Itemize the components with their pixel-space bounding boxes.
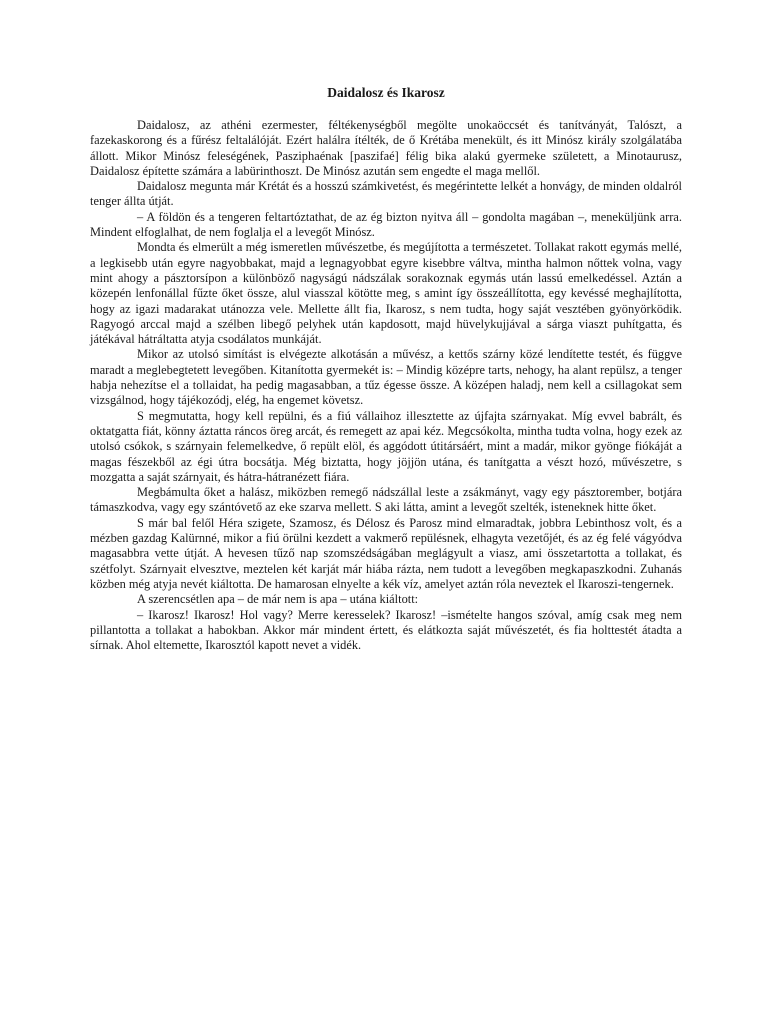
document-page [90, 84, 682, 653]
paragraph-7: Megbámulta őket a halász, miközben remegő nádszállal leste a zsákmányt, vagy egy pásztorember, botjára támaszkodva, vagy egy szántóvető az eke szarva mellett. S aki látta, amint a levegőt szelték, isteneknek hitte őket. [90, 485, 682, 515]
paragraph-9: A szerencsétlen apa – de már nem is apa – utána kiáltott: [137, 592, 419, 607]
paragraph-5: Mikor az utolsó simítást is elvégezte alkotásán a művész, a kettős szárny közé lendítette testét, és függve maradt a meglebegtetett levegőben. Kitanította gyermekét is: – Mindig középre tarts, nehogy, ha alant repülsz, a tenger habja nehezítse el a tollaidat, ha pedig magasabban, a tűz égesse össze. A középen haladj, nem kell a csillagokat sem vizsgálnod, hogy tájékozódj, elég, ha engemet követsz. [90, 347, 682, 408]
paragraph-2: Daidalosz megunta már Krétát és a hosszú számkivetést, és megérintette lelkét a honvágy, de minden oldalról tenger állta útját. [90, 179, 682, 209]
document-title: Daidalosz és Ikarosz [327, 85, 445, 100]
paragraph-8: S már bal felől Héra szigete, Szamosz, és Délosz és Parosz mind elmaradtak, jobbra Lebinthosz volt, és a mézben gazdag Kalürnné, mikor a fiú örülni kezdett a vakmerő repülésnek, elhagyta vezetőjét, és az ég felé vágyódva magasabbra vette útját. A hevesen tűző nap szomszédságában meglágyult a viasz, ami összetartotta a tollakat, és szétfolyt. Szárnyait elvesztve, meztelen két karját már hiába rázta, nem tudott a levegőben megkapaszkodni. Zuhanás közben még atyja nevét kiáltotta. De hamarosan elnyelte a kék víz, amelyet aztán róla neveztek el Ikaroszi-tengernek. [90, 515, 682, 591]
paragraph-10: – Ikarosz! Ikarosz! Hol vagy? Merre keresselek? Ikarosz! –ismételte hangos szóval, amíg csak meg nem pillantotta a tollakat a habokban. Akkor már mindent értett, és elátkozta saját művészetét, és fia holttestét átadta a sírnak. Ahol eltemette, Ikarosztól kapott nevet a vidék. [90, 607, 682, 653]
paragraph-6: S megmutatta, hogy kell repülni, és a fiú vállaihoz illesztette az újfajta szárnyakat. Míg evvel babrált, és oktatgatta fiát, könny áztatta ráncos öreg arcát, és remegett az apai kéz. Megcsókolta, mintha tudta volna, hogy ezek az utolsó csókok, s szárnyain felemelkedve, ő repült elöl, és aggódott útitársáért, mint a madár, mikor gyönge fiókáját a magas fészekből az égi útra bocsátja. Még biztatta, hogy jöjjön utána, és tanítgatta a vészt hozó, művészetre, s mozgatta a saját szárnyait, és hátra-hátranézett fiára. [90, 408, 682, 484]
paragraph-3: – A földön és a tengeren feltartóztathat, de az ég bizton nyitva áll – gondolta magában –, meneküljünk arra. Mindent elfoglalhat, de nem foglalja el a levegőt Minósz. [90, 209, 682, 240]
paragraph-4: Mondta és elmerült a még ismeretlen művészetbe, és megújította a természetet. Tollakat rakott egymás mellé, a legkisebb után egyre nagyobbakat, majd a legnagyobbat egyre kisebbre váltva, mintha halmon nőttek volna, vagy mint ahogy a pásztorsípon a különböző nagyságú nádszálak sorakoznak egymás után lassú emelkedéssel. Aztán a közepén lenfonállal fűzte őket össze, alul viasszal kötötte meg, s amint így összeállította, egy kevéssé meghajlította, hogy az igazi madarakat utánozza vele. Mellette állt fia, Ikarosz, s nem tudta, hogy saját vesztében gyönyörködik. Ragyogó arccal majd a szélben libegő pelyhek után kapdosott, majd hüvelykujjával a sárga viaszt puhítgatta, és játékával hátráltatta atyja csodálatos munkáját. [90, 240, 682, 347]
paragraph-1: Daidalosz, az athéni ezermester, féltékenységből megölte unokaöccsét és tanítványát, Talószt, a fazekaskorong és a fűrész feltalálóját. Ezért halálra ítélték, de ő Krétába menekült, és itt Minósz király szolgálatába állott. Mikor Minósz feleségének, Pasziphaénak [paszifaé] félig bika alakú gyermeke született, a Minotaurusz, Daidalosz építette számára a labürinthoszt. De Minósz azután sem engedte el maga mellől. [90, 118, 682, 178]
